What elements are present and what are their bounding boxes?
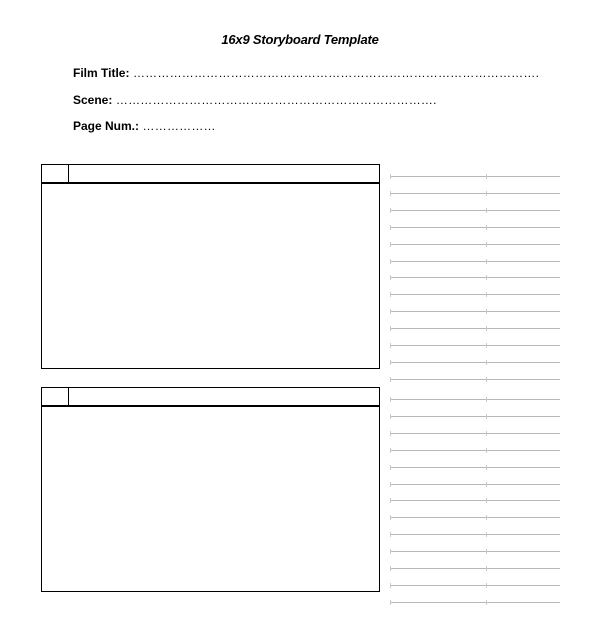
note-line [390, 433, 560, 434]
line-tick [390, 549, 391, 554]
line-tick [390, 515, 391, 520]
line-tick [486, 326, 487, 331]
line-tick [390, 242, 391, 247]
line-tick [390, 360, 391, 365]
film-title-field [73, 66, 539, 80]
note-line [390, 311, 560, 312]
line-tick [390, 414, 391, 419]
line-tick [486, 448, 487, 453]
line-tick [390, 309, 391, 314]
note-line [390, 193, 560, 194]
line-tick [390, 566, 391, 571]
note-line [390, 500, 560, 501]
line-tick [486, 174, 487, 179]
scene-field [73, 93, 437, 107]
line-tick [390, 225, 391, 230]
line-tick [486, 465, 487, 470]
line-tick [486, 360, 487, 365]
note-line [390, 362, 560, 363]
line-tick [486, 242, 487, 247]
note-line [390, 328, 560, 329]
line-tick [390, 600, 391, 605]
line-tick [486, 397, 487, 402]
note-line [390, 534, 560, 535]
film-title-dots: ………………………………………………………………………………………. [129, 66, 540, 80]
line-tick [486, 532, 487, 537]
note-line [390, 467, 560, 468]
note-line [390, 227, 560, 228]
panel-2-shot-number [42, 388, 69, 405]
film-title-label: Film Title: [73, 66, 130, 80]
line-tick [486, 600, 487, 605]
panel-2-header [41, 387, 380, 406]
note-line [390, 210, 560, 211]
line-tick [390, 275, 391, 280]
line-tick [486, 515, 487, 520]
note-line [390, 379, 560, 380]
line-tick [390, 377, 391, 382]
note-line [390, 244, 560, 245]
note-line [390, 399, 560, 400]
page-num-label: Page Num.: [73, 119, 140, 133]
line-tick [486, 292, 487, 297]
line-tick [390, 532, 391, 537]
panel-1-header [41, 164, 380, 183]
line-tick [486, 566, 487, 571]
note-line [390, 551, 560, 552]
line-tick [390, 498, 391, 503]
line-tick [486, 498, 487, 503]
note-line [390, 484, 560, 485]
note-line [390, 294, 560, 295]
line-tick [486, 482, 487, 487]
panel-2-frame [41, 406, 380, 592]
line-tick [390, 583, 391, 588]
note-line [390, 585, 560, 586]
line-tick [390, 431, 391, 436]
panel-1-frame [41, 183, 380, 369]
line-tick [486, 343, 487, 348]
scene-dots: ……………………………………………………………………. [112, 93, 437, 107]
page-num-field [73, 119, 216, 133]
page-num-dots: ……………… [139, 119, 216, 133]
line-tick [486, 259, 487, 264]
note-line [390, 416, 560, 417]
line-tick [390, 448, 391, 453]
line-tick [486, 225, 487, 230]
line-tick [486, 275, 487, 280]
line-tick [486, 208, 487, 213]
line-tick [486, 191, 487, 196]
line-tick [486, 431, 487, 436]
document-title: 16x9 Storyboard Template [221, 32, 379, 47]
line-tick [390, 191, 391, 196]
line-tick [390, 343, 391, 348]
note-line [390, 568, 560, 569]
note-line [390, 277, 560, 278]
line-tick [390, 397, 391, 402]
scene-label: Scene: [73, 93, 113, 107]
note-line [390, 450, 560, 451]
line-tick [390, 208, 391, 213]
line-tick [486, 583, 487, 588]
line-tick [486, 549, 487, 554]
note-line [390, 176, 560, 177]
line-tick [390, 259, 391, 264]
panel-1-shot-number [42, 165, 69, 182]
note-line [390, 261, 560, 262]
note-line [390, 345, 560, 346]
line-tick [390, 174, 391, 179]
note-line [390, 602, 560, 603]
line-tick [390, 292, 391, 297]
line-tick [486, 414, 487, 419]
line-tick [390, 465, 391, 470]
line-tick [390, 482, 391, 487]
line-tick [486, 309, 487, 314]
line-tick [390, 326, 391, 331]
note-line [390, 517, 560, 518]
line-tick [486, 377, 487, 382]
